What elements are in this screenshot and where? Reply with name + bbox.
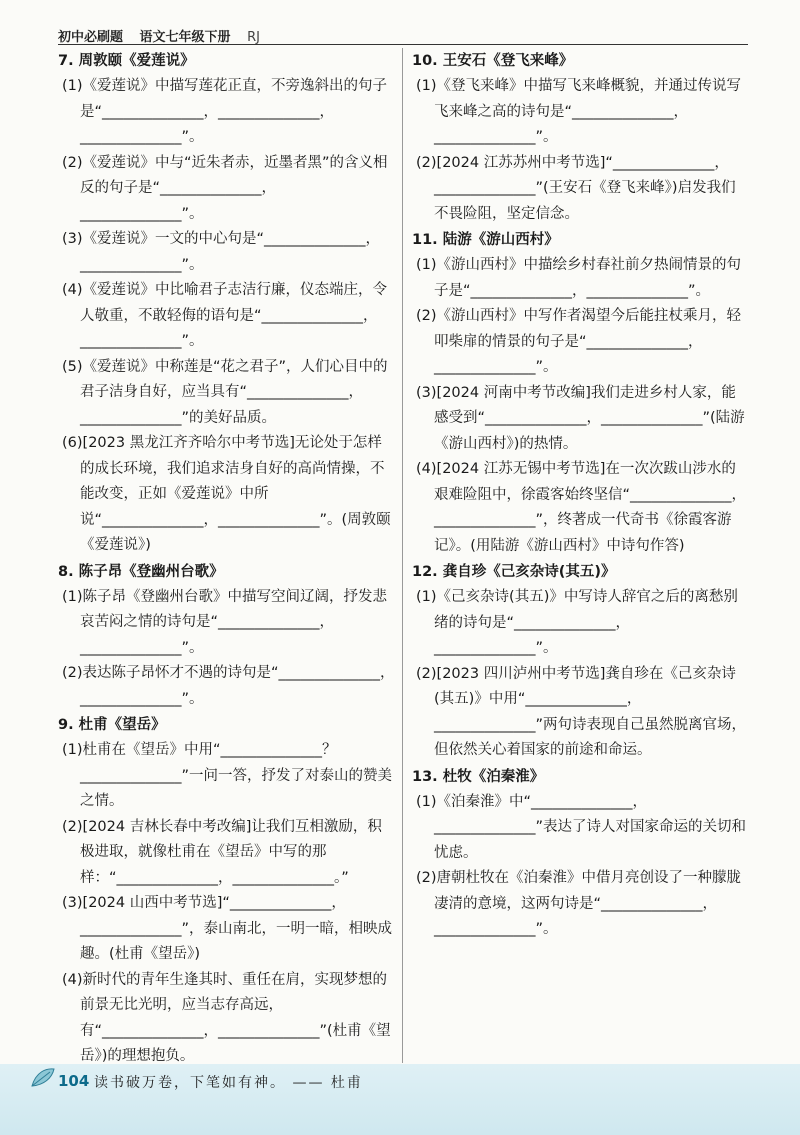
column-divider bbox=[402, 48, 403, 1063]
question-13-1: (1)《泊秦淮》中“______________，______________”表达了诗人对国家命运的关切和忧虑。 bbox=[416, 793, 747, 861]
question-11-4: (4)[2024 江苏无锡中考节选]在一次次跋山涉水的艰难险阻中，徐霞客始终坚信“______________，______________”，终著成一代奇书《徐霞客游记》。(用陆游《游山西村》中诗句作答) bbox=[416, 461, 747, 554]
right-column bbox=[412, 48, 750, 943]
question-12-2: (2)[2023 四川泸州中考节选]龚自珍在《己亥杂诗(其五)》中用“______________，______________”两句诗表现自己虽然脱离官场，但依然关心着国家的前途和命运。 bbox=[416, 665, 747, 758]
section-11-title: 11. 陆游《游山西村》 bbox=[412, 232, 559, 248]
question-7-4: (4)《爱莲说》中比喻君子志洁行廉，仪态端庄，令人敬重，不敢轻侮的语句是“______________，______________”。 bbox=[62, 282, 388, 349]
section-12-title: 12. 龚自珍《己亥杂诗(其五)》 bbox=[412, 564, 616, 580]
section-8-title: 8. 陈子昂《登幽州台歌》 bbox=[58, 563, 224, 580]
question-10-2: (2)[2024 江苏苏州中考节选]“______________，______________”(王安石《登飞来峰》)启发我们不畏险阻，坚定信念。 bbox=[416, 154, 736, 222]
question-9-1: (1)杜甫在《望岳》中用“______________？______________”一问一答，抒发了对泰山的赞美之情。 bbox=[62, 742, 393, 809]
header-rule bbox=[58, 44, 748, 45]
page-header bbox=[58, 26, 272, 45]
section-10-title: 10. 王安石《登飞来峰》 bbox=[412, 53, 574, 69]
section-13-title: 13. 杜牧《泊秦淮》 bbox=[412, 768, 545, 785]
left-column bbox=[58, 48, 396, 1070]
question-9-2: (2)[2024 吉林长春中考改编]让我们互相激励，积极进取，就像杜甫在《望岳》中写的那样：“______________，______________。” bbox=[62, 818, 382, 886]
question-13-2: (2)唐朝杜牧在《泊秦淮》中借月亮创设了一种朦胧凄清的意境，这两句诗是“______________，______________”。 bbox=[416, 870, 742, 937]
question-7-3: (3)《爱莲说》一文的中心句是“______________，______________”。 bbox=[62, 231, 381, 273]
footer-quote: 读书破万卷，下笔如有神。 —— 杜甫 bbox=[94, 1075, 363, 1091]
question-8-1: (1)陈子昂《登幽州台歌》中描写空间辽阔，抒发悲哀苦闷之情的诗句是“______________，______________”。 bbox=[62, 588, 388, 656]
question-9-3: (3)[2024 山西中考节选]“______________，______________”，泰山南北，一明一暗，相映成趣。(杜甫《望岳》) bbox=[62, 895, 393, 962]
question-7-1: (1)《爱莲说》中描写莲花正直，不旁逸斜出的句子是“______________，______________，______________”。 bbox=[62, 78, 388, 145]
question-11-1: (1)《游山西村》中描绘乡村春社前夕热闹情景的句子是“______________，______________”。 bbox=[416, 257, 742, 299]
question-7-2: (2)《爱莲说》中与“近朱者赤，近墨者黑”的含义相反的句子是“______________，______________”。 bbox=[62, 154, 388, 222]
section-7-title: 7. 周敦颐《爱莲说》 bbox=[58, 53, 195, 69]
question-8-2: (2)表达陈子昂怀才不遇的诗句是“______________，______________”。 bbox=[62, 665, 395, 707]
question-11-3: (3)[2024 河南中考节改编]我们走进乡村人家，能感受到“______________，______________”(陆游《游山西村》)的热情。 bbox=[416, 384, 745, 452]
edition-label: RJ bbox=[247, 30, 260, 45]
leaf-icon bbox=[30, 1066, 56, 1088]
section-9-title: 9. 杜甫《望岳》 bbox=[58, 717, 166, 733]
question-9-4: (4)新时代的青年生逢其时、重任在肩，实现梦想的前景无比光明，应当志存高远，有“______________，______________”(杜甫《望岳》)的理想抱负。 bbox=[62, 971, 391, 1064]
subject-label: 语文七年级下册 bbox=[139, 30, 231, 45]
question-12-1: (1)《己亥杂诗(其五)》中写诗人辞官之后的离愁别绪的诗句是“______________，______________”。 bbox=[416, 589, 738, 656]
question-11-2: (2)《游山西村》中写作者渴望今后能拄杖乘月，轻叩柴扉的情景的句子是“______________，______________”。 bbox=[416, 308, 742, 375]
page-number: 104 bbox=[58, 1072, 90, 1090]
question-7-6: (6)[2023 黑龙江齐齐哈尔中考节选]无论处于怎样的成长环境，我们追求洁身自好的高尚情操，不能改变，正如《爱莲说》中所说“______________，______________”。(周敦颐《爱莲说》) bbox=[62, 435, 391, 553]
brand-label: 初中必刷题 bbox=[58, 30, 124, 45]
question-10-1: (1)《登飞来峰》中描写飞来峰概貌，并通过传说写飞来峰之高的诗句是“______________，______________”。 bbox=[416, 78, 742, 145]
question-7-5: (5)《爱莲说》中称莲是“花之君子”，人们心目中的君子洁身自好，应当具有“______________，______________”的美好品质。 bbox=[62, 358, 388, 426]
